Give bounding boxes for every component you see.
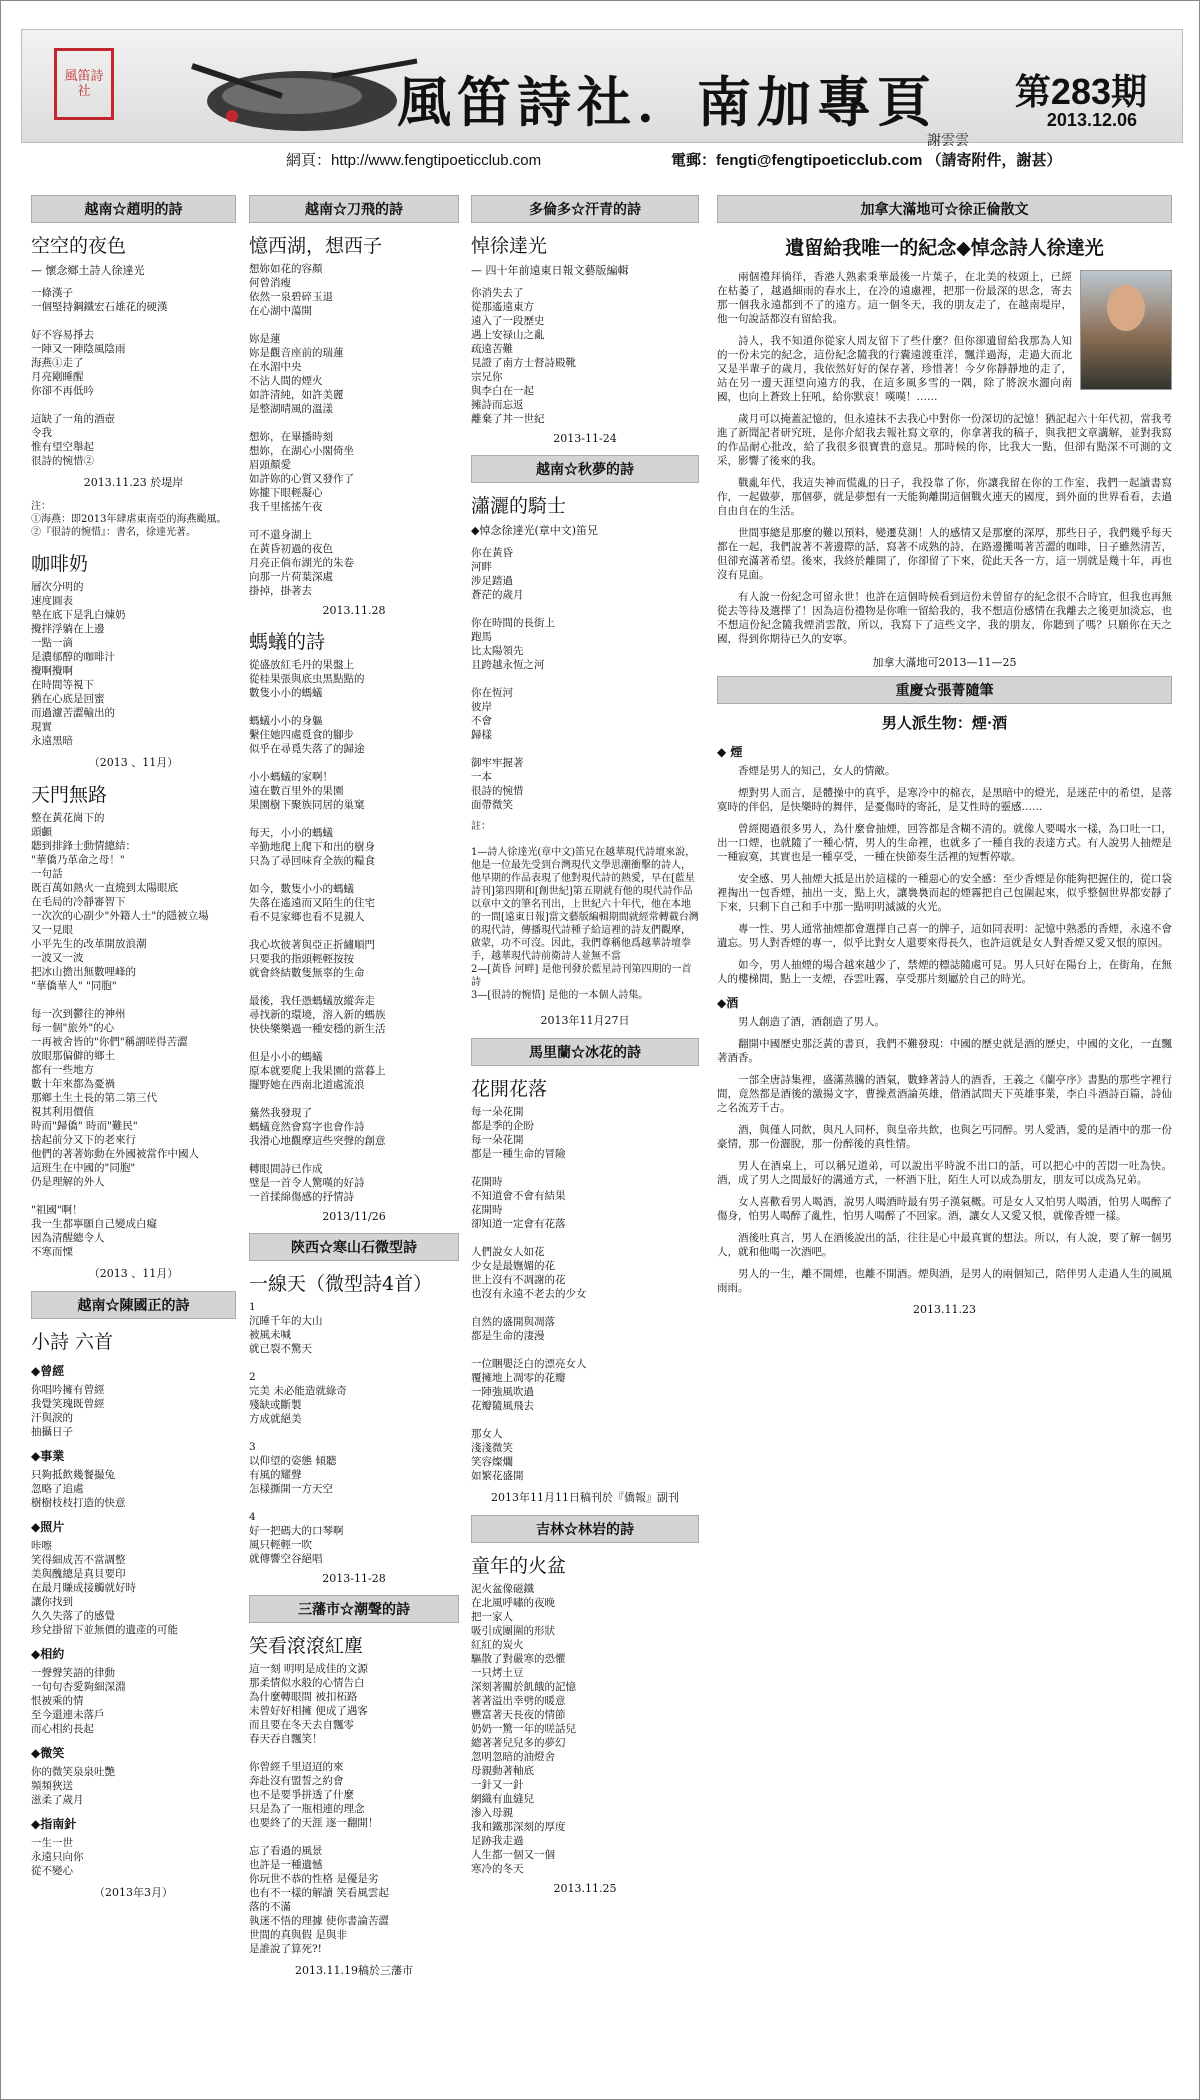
- poem-date: 2013年11月11日稿刊於『僑報』副刊: [491, 1491, 679, 1504]
- poem-date: 2013/11/26: [322, 1210, 386, 1223]
- poem-title: 螞蟻的詩: [249, 631, 326, 653]
- poem-note: 注： ①海燕：即2013年肆虐東南亞的海燕颱風。 ②『很詩的惋惜』：書名，徐達光著。: [31, 501, 227, 538]
- essay-date: 加拿大滿地可2013—11—25: [872, 656, 1017, 669]
- email-link[interactable]: 電郵：fengti@fengtipoeticclub.com （請寄附件，謝甚）: [671, 152, 1062, 169]
- seal-text: 風笛詩社: [64, 69, 104, 99]
- essay-paragraph: 香煙是男人的知己，女人的情敵。: [738, 765, 896, 777]
- poem-date: （2013 、11月）: [88, 1267, 179, 1280]
- essay-paragraph: 兩個禮拜徜徉，香港人熟素秉華最後一片葉子，在北美的枝頭上，已經在枯萎了，越過細雨的春水上，在冷的遠慮裡，把那一份最深的思念，寄去那一個我永遠都到不了的遠方。這一個冬天，我的朋友走了，在越南堤岸，他一句說話都沒有留給我。: [717, 271, 1072, 325]
- column-2: [249, 189, 459, 1988]
- essay-subheading: ◆ 煙: [717, 745, 743, 759]
- poem-title: 童年的火盆: [471, 1555, 567, 1577]
- mini-poem-title: ◆指南針: [31, 1817, 77, 1831]
- club-seal: [54, 48, 114, 120]
- mini-poem-title: ◆相約: [31, 1647, 65, 1661]
- essay-paragraph: 安全感、男人抽煙大抵是出於這樣的一種惡心的安全感：至少香煙是你能夠把握住的，從口袋裡掏出一包香煙，抽出一支，點上火，讓裊裊而起的煙霧把自己包圍起來，似乎整個世界都安靜了下來，只剩下自己和手中那一點明明滅滅的火光。: [717, 873, 1172, 913]
- section-header: 越南☆陳國正的詩: [31, 1291, 236, 1319]
- mini-poem-title: ◆微笑: [31, 1746, 65, 1760]
- mini-poem-body: 一生一世 永遠只向你 從不變心: [31, 1837, 84, 1877]
- poem-title: 花開花落: [471, 1078, 548, 1100]
- essay-paragraph: 曾經閱過很多男人，為什麼會抽煙，回答都是含糊不清的。就像人要喝水一樣，為口吐一口，出一口煙，也就隨了一種心情，男人的生命裡，也就多了一種自我的表達方式。有人說男人抽煙是一種寂寞，其實也是一種享受，一種在快節奏生活裡的短暫停歇。: [717, 823, 1172, 863]
- section-header: 馬里蘭☆冰花的詩: [471, 1038, 699, 1066]
- poem-body: 這一刻 明明是成佳的文源 那柔情似水般的心情告白 為什麼轉眼間 被扣柘路 未曾好好相擁 便成了遇客 而且要在冬天去自飄零 春天吞自飄笑！ 你曾經千里迢迢的來 奔赴沒有盟誓之約會 也不是要爭拼透了什麼 只是為了一瓶相連的理念 也要終了的天涯 逐一翻開！ 忘了看過的風景 也許是一種遺憾 你玩世不恭的性格 是優是劣 也有不一樣的解讀 笑看風雲起 落的不滿 執迷不悟的理據 使你書論苦澀 世間的真與假 是與非 是誰說了算死?!: [249, 1663, 389, 1955]
- section-header: 加拿大滿地可☆徐正倫散文: [717, 195, 1172, 223]
- poem-date: 2013-11-28: [322, 1572, 386, 1585]
- essay-body: [717, 764, 1172, 986]
- poem-subtitle: ◆悼念徐達光(章中文)笛兄: [471, 524, 599, 537]
- poem-body: 你在黃昏 河畔 涉足踏過 蒼茫的歲月 你在時間的長街上 跑馬 比太陽領先 且跨越永恆之河 你在恆河 彼岸 不會 歸樣 御牢牢握著 一本 很詩的惋惜 面帶微笑: [471, 547, 555, 811]
- essay-paragraph: 歲月可以掩蓋記憶的，但永遠抹不去我心中對你一份深切的記憶！猶記起六十年代初，當我考進了新聞記者研究班，是你介紹我去報社寫文章的，你拿著我的稿子，與我把文章講解，並對我寫的作品耐心批改，給了我很多很寶貴的意見。那時候的你，比我大一點，但卻有點深不可測的文采，影響了後來的我。: [717, 413, 1172, 467]
- poem-body: 1 沉睡千年的大山 被風未喊 就已裂不驚天 2 完美 未必能造就綠奇 殘缺或斷製 方成就絕美 3 以仰望的姿態 傾聽 有風的耀聲 怎樣撕開一方天空 4 好一把碼大的口琴啊 風只輕輕一吹 就傳響空谷絕唱: [249, 1301, 347, 1565]
- issue-date: 2013.12.06: [1046, 110, 1137, 130]
- essay-paragraph: 世間事總是那麼的難以預料，變遷莫測！人的感情又是那麼的深厚，那些日子，我們幾乎每天都在一起，我們說著不著邊際的話，寫著不成熟的詩，在路邊攤喝著苦澀的咖啡，日子雖然清苦，但卻充滿著希望。後來，我終於離開了，你卻留了下來，從此天各一方，這一別就是幾十年，再也沒有見面。: [717, 527, 1172, 581]
- column-3: [471, 189, 699, 1905]
- essay-paragraph: 男人在酒桌上，可以稱兄道弟，可以說出平時說不出口的話，可以把心中的苦悶一吐為快。酒，成了男人之間最好的溝通方式，一杯酒下肚，陌生人可以成為朋友，朋友可以成為兄弟。: [717, 1160, 1172, 1186]
- poem-note: 註： 1—詩人徐達光(章中文)笛兄在越華現代詩壇來說，他是一位最先受到台灣現代文學思潮衝擊的詩人，他早期的作品表現了他對現代詩的熱愛，早在[藍星詩刊]第四期和[創世紀]第五期就有他的現代詩作品以章中文的筆名刊出，上世紀六十年代，他在本地的一間[遠東日報]當文藝版編輯期間就經常轉載台灣的現代詩，傳播現代詩種子給這裡的詩友們觀摩，啟蒙，功不可沒。因此，我們尊稱他爲越華詩壇拳手，越華現代詩前衛詩人並無不當 2—[黃昏 河畔] 是他刊發於藍星詩刊第四期的一首詩 3—[很詩的惋惜] 是他的一本個人詩集。: [471, 821, 699, 1001]
- poem-date: （2013年3月）: [94, 1886, 173, 1899]
- essay-title: 男人派生物：煙·酒: [881, 714, 1008, 732]
- author-portrait-photo: [1080, 270, 1172, 390]
- essay-paragraph: 女人喜歡看男人喝酒，說男人喝酒時最有男子漢氣概。可是女人又怕男人喝酒，怕男人喝醉了傷身，怕男人喝醉了亂性，怕男人喝醉了不回家。酒，讓女人又愛又恨，就像香煙一樣。: [717, 1196, 1172, 1222]
- poem-body: 每一朵花開 都是季的企盼 每一朵花開 都是一種生命的冒險 花開時 不知道會不會有結果 花開時 卻知道一定會有花落 人們說女人如花 少女是最嫵媚的花 世上沒有不凋謝的花 也沒有永遠不老去的少女 自然的盛開與凋落 都是生命的淒漫 一位睏嬰泛白的漂亮女人 覆擁地上凋零的花瓣 一陣強風吹過 花瓣隨風飛去 那女人 淺淺微笑 笑容燦爛 如繁花盛開: [471, 1106, 587, 1482]
- essay-paragraph: 專一性、男人通常抽煙都會選擇自己喜一的牌子，這如同表明：記憶中熟悉的香煙，永遠不會遺忘。男人對香煙的專一，似乎比對女人還要來得長久，也許這就是女人對香煙又愛又恨的原因。: [717, 923, 1172, 949]
- poem-title: 笑看滾滾紅塵: [249, 1635, 364, 1657]
- poem-body: 你消失去了 從那遙遠東方 遠入了一段歷史 遇上安禄山之亂 疏遠苦難 見證了南方士督詩殿靴 宗兄你 與李白在一起 擁詩而忘返 離棄了丼一世紀: [471, 287, 576, 425]
- section-header: 越南☆秋夢的詩: [471, 455, 699, 483]
- essay-paragraph: 酒，與僅人同飲，與凡人同杯，與皇帝共飲，也與乞丐同醉。男人愛酒，愛的是酒中的那一份豪情，那一份灑脫，那一份醉後的真性情。: [717, 1124, 1172, 1150]
- poem-body: 一條漢子 一個堅持鋼鐵宏石雄花的硬漢 好不容易掙去 一陣又一陣陰風陰雨 海燕①走了 月亮剛睡醒 你卻不再低吟 這缺了一角的酒壺 令我 惟有望空舉起 很詩的惋惜②: [31, 287, 168, 467]
- poem-title: 小詩 六首: [31, 1331, 114, 1353]
- poem-title: 憶西湖，想西子: [249, 235, 383, 257]
- essay-body: [717, 270, 1172, 646]
- section-header: 三藩市☆潮聲的詩: [249, 1595, 459, 1623]
- poem-title: 空空的夜色: [31, 235, 127, 257]
- essay-paragraph: 戰亂年代，我這失神而慌亂的日子，我投靠了你，你讓我留在你的工作室，我們一起讀書寫作，一起做夢，那個夢，就是夢想有一天能夠離開這個戰火連天的國度，到外面的世界看看，去過自由自在的生活。: [717, 477, 1172, 517]
- contact-bar: [1, 149, 1200, 171]
- website-link[interactable]: 網頁：http://www.fengtipoeticclub.com: [286, 152, 542, 169]
- poem-date: 2013.11.28: [322, 604, 386, 617]
- poem-date: 2013.11.23 於堤岸: [83, 476, 184, 489]
- poem-title: 天門無路: [31, 784, 108, 806]
- poem-body: 泥火盆像磁鐵 在北風呼嘯的夜晚 把一家人 吸引成團圍的形狀 紅紅的炭火 驅散了對嚴寒的恐懼 一只烤土豆 深刻著關於飢餓的記憶 著著溢出幸劈的暖意 豐富著天長夜的情節 奶奶一驚一年的嗟話兒 總著著兒兒多的夢幻 忽明忽暗的油燈舍 母親動著軸底 一針又一針 網織有血縫兒 渗入母親 我和鐵那深刻的厚度 足跡我走過 人生都一個又一個 寒冷的冬天: [471, 1583, 576, 1875]
- essay-paragraph: 詩人，我不知道你從家人周友留下了些什麼？但你卻遺留給我那為人知的一份未完的紀念，這份紀念隨我的行囊遠渡重洋，飄洋過海，走過大而北又是半輩子的歲月，我依然好好的保存著，珍惜著！今夕你靜靜地的走了，站在另一邊天涯望向遠方的我，在這多風多雪的一隅，除了將淚水灑向南國，也向上蒼致上狂吼，給你默哀！嘆嘆！……: [717, 335, 1072, 403]
- mini-poem-body: 咔嚓 笑得細成苦不當調整 美與醜總是真貝要印 在最月賺成接觸就好時 讓你找到 久久失落了的感覺 珍兌掛留下並無價的遺產的可能: [31, 1540, 178, 1636]
- column-4: [717, 189, 1172, 1322]
- poem-title: 咖啡奶: [31, 553, 89, 575]
- poem-date: 2013-11-24: [553, 432, 617, 445]
- mini-poem-title: ◆事業: [31, 1449, 65, 1463]
- poem-title: 一線天（微型詩4首）: [249, 1273, 433, 1295]
- poem-body: 層次分明的 速度圓表 墊在底下是乳白煉奶 攪拌浮躺在上邊 一點一滴 是濃郁醇的咖啡汁 攪啊攪啊 在時間等視下 猶在心底是回蜜 而過濾苦澀輸出的 現實 永遠黑暗: [31, 581, 126, 747]
- section-header: 多倫多☆汗青的詩: [471, 195, 699, 223]
- poem-title: 瀟灑的騎士: [471, 495, 567, 517]
- section-header: 越南☆趙明的詩: [31, 195, 236, 223]
- poem-subtitle: — 懷念鄉土詩人徐達光: [31, 264, 145, 277]
- poem-body: 從盛放紅毛丹的果盤上 從桂果張與底虫黑點點的 數隻小小的螞蟻 螞蟻小小的身軀 繫住她四處覓食的腳步 似乎在尋覓失落了的歸途 小小螞蟻的家啊！ 遠在數百里外的果園 果園樹下聚族同居的巢窠 每天，小小的螞蟻 辛勤地爬上爬下和出的樹身 只為了尋回味育全族的糧食 如今，數隻小小的螞蟻 失落在遙遠而又陌生的住宅 看不見家鄉也看不見親人 我心坎彼著與亞正折繡順門 只要我的指頭輕輕按按 就會終結數隻無辜的生命 最後，我任憑螞蟻放縱奔走 尋找新的環境，溶入新的螞族 快快樂樂過一種安穩的新生活 但是小小的螞蟻 原本就要爬上我果園的當暮上 擺野她在西南北道處流浪 驀然我發現了 螞蟻竟然會寫字也會作詩 我滑心地觀摩這些突聲的創意 轉眼間詩已作成 璧是一首令人驚嘆的好詩 一首揉綿傷感的抒情詩: [249, 659, 386, 1203]
- poem-subtitle: — 四十年前遠東日報文藝版編輯: [471, 264, 629, 277]
- essay-subheading: ◆酒: [717, 996, 739, 1010]
- masthead-banner: [21, 29, 1183, 149]
- masthead-title: 風笛詩社．南加專頁: [397, 70, 937, 134]
- essay-paragraph: 煙對男人而言，是體操中的真乎，是寒冷中的棉衣，是黑暗中的燈光，是迷茫中的希望，是落寞時的伴侶，是快樂時的舞伴，是憂傷時的寄託，是艾性時的靈感……: [717, 787, 1172, 813]
- masthead-signature: 謝雲雲: [927, 133, 969, 149]
- mini-poem-title: ◆照片: [31, 1520, 65, 1534]
- column-1: [31, 189, 236, 1910]
- mini-poem-title: ◆曾經: [31, 1364, 65, 1378]
- section-header: 陝西☆寒山石微型詩: [249, 1233, 459, 1261]
- essay-paragraph: 翻開中國歷史那泛黃的書頁，我們不難發現：中國的歷史就是酒的歷史，中國的文化，一直飄著酒香。: [717, 1038, 1172, 1064]
- essay-paragraph: 男人的一生，離不開煙，也離不開酒。煙與酒，是男人的兩個知己，陪伴男人走過人生的風風雨雨。: [717, 1268, 1172, 1294]
- mini-poem-body: 你的微笑泉泉吐艷 頻頻狹送 滋柔了歲月: [31, 1766, 115, 1806]
- mini-poem-body: 你唱吟擁有曾經 我覺笑瑰既曾經 汗與淚的 抽攝日子: [31, 1384, 105, 1438]
- bagpipe-illustration: [172, 56, 422, 136]
- poem-body: 想妳如花的容顏 何曾消瘦 依然一泉碧碎玉退 在心湖中蕩開 妳是蓮 妳是觀音座前的瑞蓮 在水湄中央 不沾人間的煙火 如許清純，如許美麗 是整湖晴風的溫漾 想妳，在畢播時刻 想妳，在湖心小閣倚坐 眉頭顏愛 如許妳的心質又發作了 妳攏下眼輕凝心 我千里搖搖午夜 可不還身湖上 在黃昏初過的夜色 月亮正倘布湖光的朱卷 向那一片荷葉深處 掛掉，掛著去: [249, 263, 354, 597]
- issue-number: 第283期: [1014, 71, 1147, 112]
- section-header: 越南☆刀飛的詩: [249, 195, 459, 223]
- section-header: 重慶☆張菁隨筆: [717, 676, 1172, 704]
- mini-poems-list: [31, 1362, 236, 1878]
- poem-date: （2013 、11月）: [88, 756, 179, 769]
- essay-date: 2013.11.23: [913, 1303, 976, 1316]
- essay-body: [717, 1015, 1172, 1295]
- essay-paragraph: 一部全唐詩集裡，盛滿蒸騰的酒氣，數蜂著詩人的酒香，王義之《蘭亭序》書點的那些字裡行間，竟然都是酒後的激揚文字，曹操煮酒論英雄，借酒試問天下英雄事業，李白斗酒詩百篇，詩仙之名流芳千古。: [717, 1074, 1172, 1114]
- essay-paragraph: 如今，男人抽煙的場合越來越少了，禁煙的標誌隨處可見。男人只好在陽台上，在街角，在無人的樓梯間，點上一支煙，吞雲吐霧，享受那片刻屬於自己的時光。: [717, 959, 1172, 985]
- mini-poem-body: 只夠抵飲幾餐撮兔 忽略了追處 樹樹枝枝打造的快意: [31, 1469, 126, 1509]
- poem-date: 2013.11.25: [553, 1882, 617, 1895]
- essay-paragraph: 男人創造了酒，酒創造了男人。: [738, 1016, 885, 1028]
- poem-date: 2013年11月27日: [540, 1014, 630, 1027]
- essay-paragraph: 有人說一份紀念可留永世！也許在這個時候看到這份未曾留存的紀念很不合時宜，但我也再無從去等待及選擇了！因為這份禮物是你唯一留給我的，我不想這份感情在我離去之後更加淡忘，也不想這份紀念隨我煙消雲散，所以，我寫下了這些文字，我的朋友，你聽到了嗎？只願你在天之國，得到你期待已久的安寧。: [717, 591, 1172, 645]
- essay-paragraph: 酒後吐真言，男人在酒後說出的話，往往是心中最真實的想法。所以，有人說，要了解一個男人，就和他喝一次酒吧。: [717, 1232, 1172, 1258]
- poem-body: 整在黃花崗下的 頭顱 聽到排鋒士動情總結： "華僑乃革命之母！" 一句話 既百萬如熱火一直燒到太陽眼底 在毛局的冷靜審智下 一次次的心副少"外籍人士"的隱被立場 又一見眼 小平先生的改革開放浪潮 一波又一波 把冰山擔出無數哩峰的 "華僑華人" "同胞" 每一次到鬱往的神州 每一個"旅外"的心 一再被舍皆的"你們"稱謂嗟得苦澀 放眼那偏僻的鄉土 都有一些地方 數十年來都為憂禍 那鄉土生土長的第二第三代 視其利用價值 時而"歸僑" 時而"難民" 捨起前分又下的老來行 他們的著著妳動在外國被當作中國人 這班生在中國的"同胞" 仍是理解的外人 "祖國"啊！ 我一生都寧願自己變成白癡 因為清醒總令人 不寒而慄: [31, 812, 209, 1258]
- poem-date: 2013.11.19稿於三藩市: [295, 1964, 413, 1977]
- essay-title: 遺留給我唯一的紀念◆悼念詩人徐達光: [785, 237, 1104, 259]
- mini-poem-body: 一聲聲笑語的律動 一句句杏愛夠細深淵 恨被乘的情 至今還連未落戶 而心相約長起: [31, 1667, 126, 1735]
- poem-title: 悼徐達光: [471, 235, 548, 257]
- section-header: 吉林☆林岩的詩: [471, 1515, 699, 1543]
